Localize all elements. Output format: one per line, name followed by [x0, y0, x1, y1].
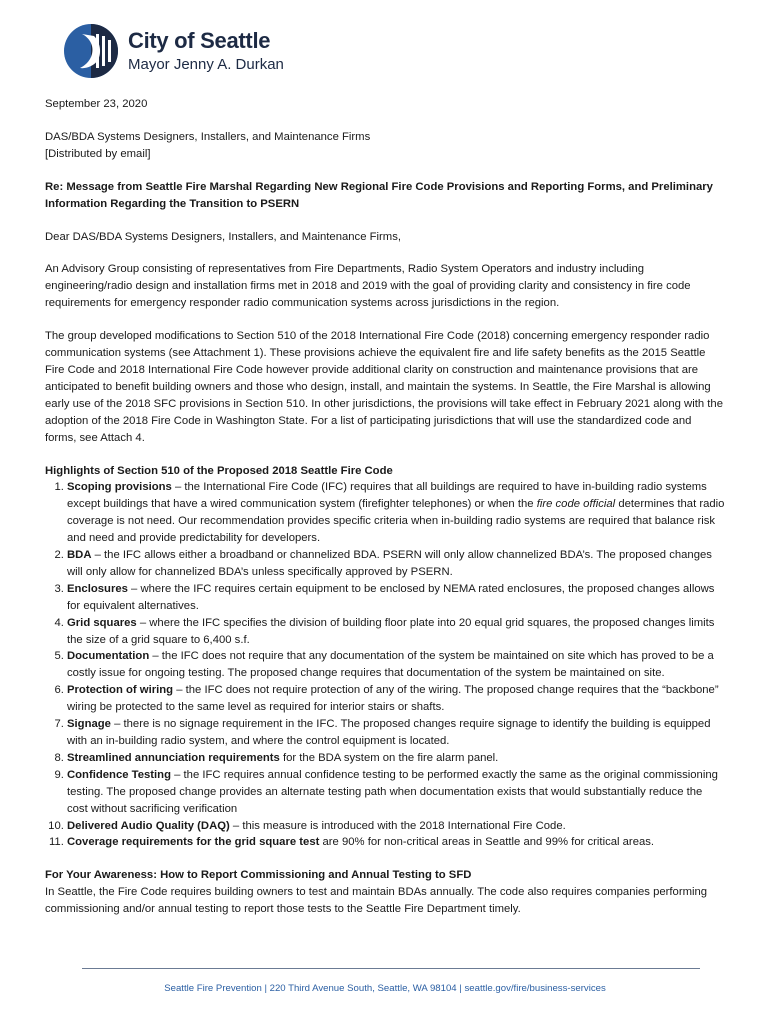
highlight-item [67, 767, 725, 818]
highlight-term: Signage [67, 718, 111, 731]
subject-line: Re: Message from Seattle Fire Marshal Regarding New Regional Fire Code Provisions and Reporting Forms, and Preliminary Information Regarding the Transition to PSERN [45, 180, 713, 210]
highlight-text: – where the IFC specifies the division of building floor plate into 20 equal grid squares, the proposed changes limits the size of a grid square to 6,400 s.f. [67, 616, 715, 646]
highlight-italic-term: fire code official [536, 498, 616, 511]
letter-body [45, 96, 725, 918]
recipient-line: DAS/BDA Systems Designers, Installers, and Maintenance Firms [45, 130, 371, 143]
highlight-term: Scoping provisions [67, 481, 172, 494]
highlight-term: Coverage requirements for the grid square test [67, 836, 320, 849]
highlight-term: Protection of wiring [67, 684, 174, 697]
highlights-list [45, 479, 725, 851]
highlight-term: Streamlined annunciation requirements [67, 751, 280, 764]
highlight-item [67, 682, 725, 716]
highlight-term: Documentation [67, 650, 150, 663]
highlights-heading: Highlights of Section 510 of the Proposed 2018 Seattle Fire Code [45, 464, 393, 477]
footer-divider [82, 968, 700, 969]
awareness-paragraph: In Seattle, the Fire Code requires building owners to test and maintain BDAs annually. The code also requires companies performing commissioning and/or annual testing to report those tests to the Seattle Fire Department timely. [45, 886, 708, 916]
distribution-note: [Distributed by email] [45, 147, 151, 160]
footer-contact: Seattle Fire Prevention | 220 Third Avenue South, Seattle, WA 98104 | seattle.gov/fire/business-services [164, 983, 606, 994]
highlight-item [67, 547, 725, 581]
logo-mayor-name: Mayor Jenny A. Durkan [128, 56, 284, 73]
city-logo [60, 20, 300, 82]
highlight-item [67, 818, 725, 835]
highlight-term: Confidence Testing [67, 768, 171, 781]
highlight-text: – the International Fire Code (IFC) requires that all buildings are required to have in-building radio systems except buildings that have a wired communication system (firefighter telephones) or when the [67, 481, 707, 511]
highlight-item [67, 615, 725, 649]
recipient-block [45, 129, 725, 163]
highlight-term: Enclosures [67, 582, 128, 595]
highlight-term: BDA [67, 549, 92, 562]
paragraph-advisory-group: An Advisory Group consisting of representatives from Fire Departments, Radio System Operators and industry including engineering/radio design and installation firms met in 2018 and 2019 with the goal of providing clarity and consistency in fire code requirements for emergency responder radio communication systems across jurisdictions in the region. [45, 263, 691, 310]
logo-city-name: City of Seattle [128, 28, 271, 53]
paragraph-section-510: The group developed modifications to Section 510 of the 2018 International Fire Code (2018) concerning emergency responder radio communication systems (see Attachment 1). These provisions achieve the equivalent fire and life safety benefits as the 2015 Seattle Fire Code and 2018 International Fire Code however provide additional clarity on construction and maintenance provisions that are anticipated to benefit building owners and those who design, install, and maintain the systems. In Seattle, the Fire Marshal is allowing early use of the 2018 SFC provisions in Section 510. In other jurisdictions, the provisions will take effect in February 2021 along with the adoption of the 2018 Fire Code in Washington State. For a list of participating jurisdictions that will use the standardized code and forms, see Attach 4. [45, 330, 723, 444]
highlight-item [67, 581, 725, 615]
highlight-item [67, 750, 725, 767]
salutation: Dear DAS/BDA Systems Designers, Installers, and Maintenance Firms, [45, 230, 401, 243]
highlight-text: – the IFC allows either a broadband or channelized BDA. PSERN will only allow channelized BDA’s. The proposed changes will only allow for channelized BDA’s unless specifically approved by PSERN. [67, 549, 712, 578]
highlight-text: – the IFC requires annual confidence testing to be performed exactly the same as the original commissioning testing. The proposed change provides an alternate testing path when documentation exists that would substantially reduce the cost without sacrificing verification [67, 768, 718, 815]
highlight-text: – this measure is introduced with the 2018 International Fire Code. [229, 819, 566, 832]
highlight-item [67, 716, 725, 750]
highlight-term: Grid squares [67, 616, 137, 629]
awareness-heading: For Your Awareness: How to Report Commissioning and Annual Testing to SFD [45, 869, 472, 882]
highlight-text: for the BDA system on the fire alarm panel. [279, 751, 499, 764]
highlight-text-continued: determines that radio coverage is not need. Our recommendation provides specific criteria when in-building radio systems are required that balance risk and need and provide predictability for developers. [67, 498, 725, 545]
highlight-text: – where the IFC requires certain equipment to be enclosed by NEMA rated enclosures, the proposed changes allows for equivalent alternatives. [67, 582, 715, 612]
highlight-text: are 90% for non-critical areas in Seattle and 99% for critical areas. [319, 836, 655, 849]
highlight-text: – the IFC does not require protection of any of the wiring. The proposed change requires that the “backbone” wiring be protected to the same level as required for interior stairs or shafts. [67, 684, 719, 714]
highlight-term: Delivered Audio Quality (DAQ) [67, 819, 230, 832]
highlight-text: – there is no signage requirement in the IFC. The proposed changes require signage to identify the building is equipped with an in-building radio system, and where the control equipment is located. [67, 718, 711, 747]
highlight-item [67, 834, 725, 851]
letter-date: September 23, 2020 [45, 98, 148, 110]
highlight-item [67, 479, 725, 547]
highlight-text: – the IFC does not require that any documentation of the system be maintained on site which has proved to be a costly issue for ongoing testing. The proposed change requires that documentation of the system be maintained on site. [67, 650, 714, 680]
highlight-item [67, 648, 725, 682]
city-seal-icon [60, 20, 122, 82]
